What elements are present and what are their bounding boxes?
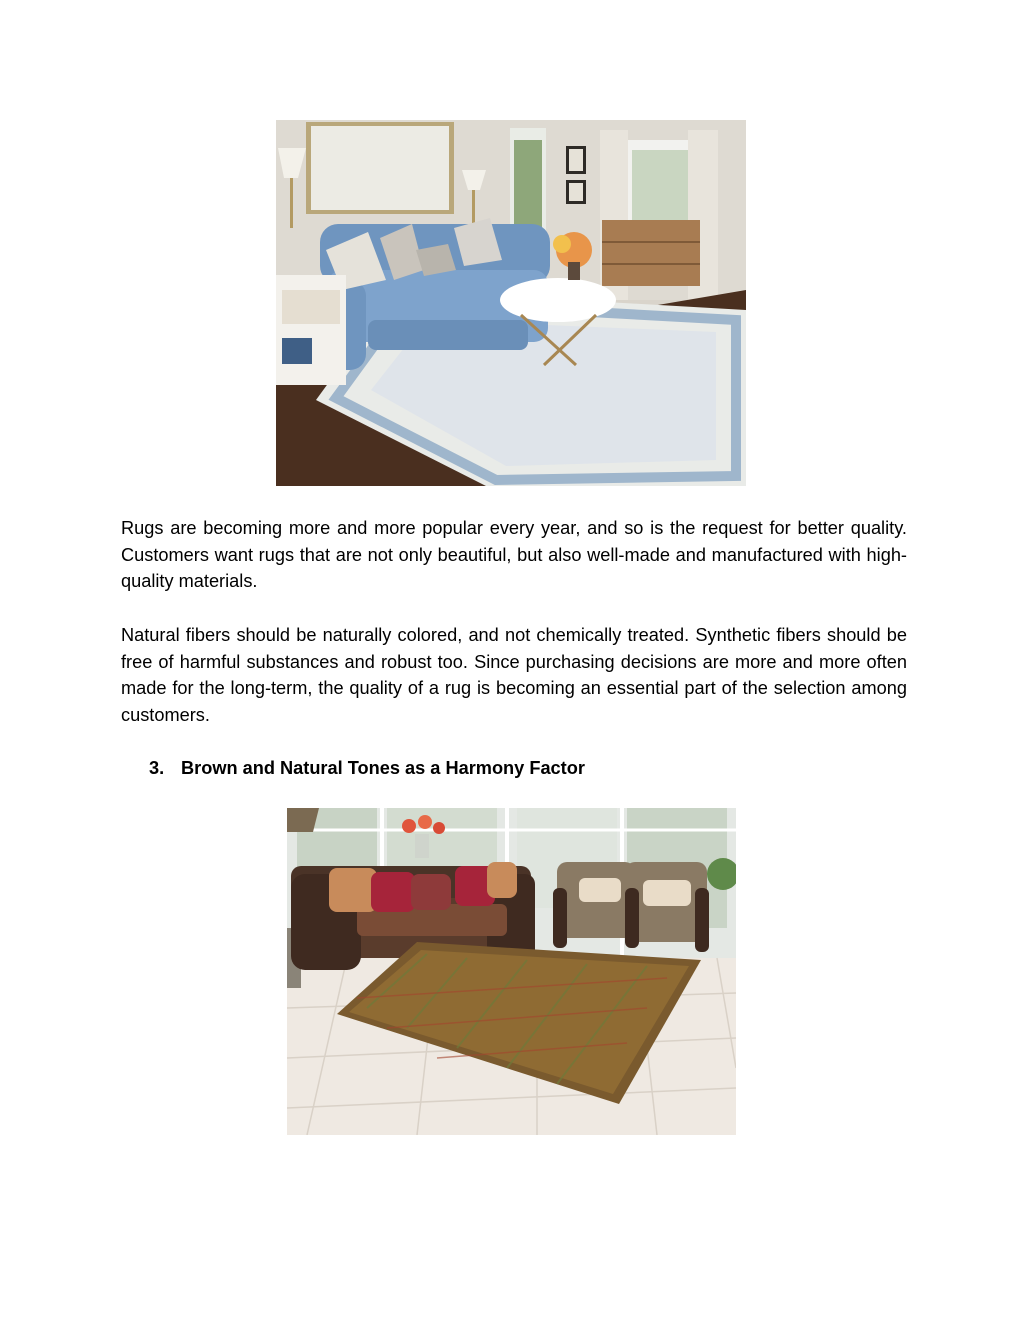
section-heading xyxy=(149,756,585,780)
paragraph-rug-popularity: Rugs are becoming more and more popular every year, and so is the request for better quality. Customers want rugs that are not only beautiful, but also well-made and manufactured with high-quality materials. xyxy=(121,518,907,592)
living-room-blue-sofa-rug-photo xyxy=(276,120,746,486)
paragraph-fiber-quality: Natural fibers should be naturally colored, and not chemically treated. Synthetic fibers should be free of harmful substances and robust too. Since purchasing decisions are more and more often made for the long-term, the quality of a rug is becoming an essential part of the selection among customers. xyxy=(121,625,907,726)
living-room-brown-natural-rug-photo xyxy=(287,808,736,1135)
section-number: 3. xyxy=(149,758,165,778)
section-title: Brown and Natural Tones as a Harmony Factor xyxy=(181,758,585,778)
